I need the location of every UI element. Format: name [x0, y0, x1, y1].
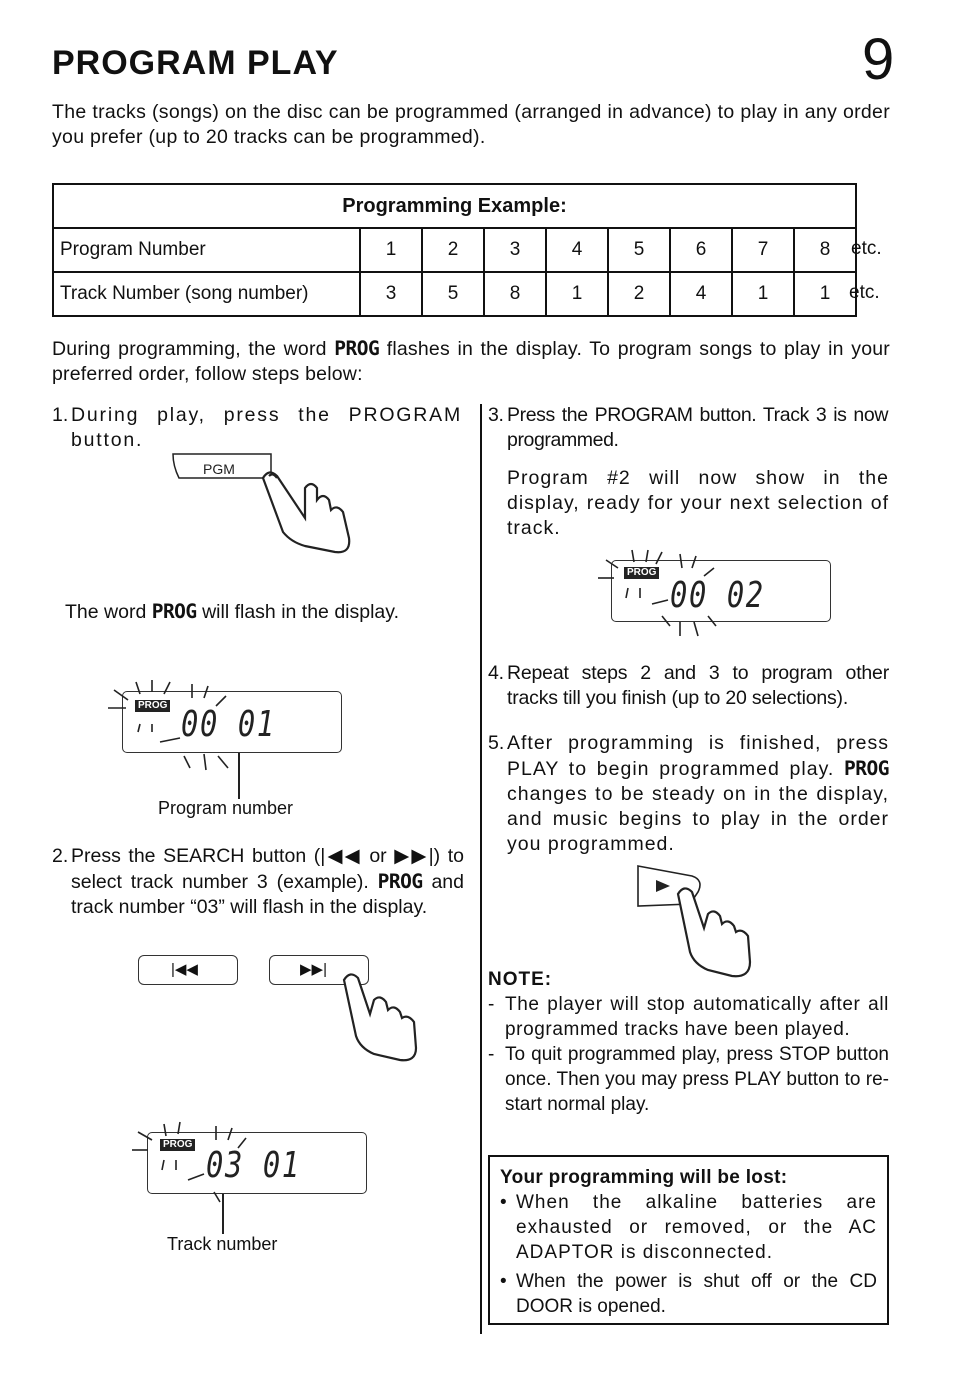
step-text: [488, 731, 889, 857]
page-number: 9: [862, 27, 895, 92]
table-row: [53, 272, 856, 316]
step-number: 1.: [52, 404, 69, 426]
program-number-caption: Program number: [158, 798, 294, 818]
note-item-text: To quit programmed play, press STOP button once. Then you may press PLAY button to re-start normal play.: [505, 1044, 889, 1115]
note-section: [488, 967, 889, 1117]
table-cell: 4: [546, 228, 608, 272]
hand-icon: [678, 888, 750, 976]
warning-item-text: When the alkaline batteries are exhausted or removed, or the AC ADAPTOR is disconnected.: [516, 1192, 877, 1263]
pgm-label: PGM: [203, 461, 235, 477]
row-label-program-number: Program Number: [53, 228, 360, 272]
warning-box: [488, 1155, 889, 1325]
text-span: and track number “03” will flash in the display.: [71, 871, 464, 918]
table-cell: 3: [484, 228, 546, 272]
text-span: Press the SEARCH button (: [71, 845, 321, 867]
list-item: [500, 1190, 877, 1265]
prog-word: PROG: [844, 757, 889, 780]
lcd-digits: 00 01: [181, 704, 276, 745]
text-span: The word: [65, 601, 152, 623]
bullet-icon: •: [500, 1271, 507, 1292]
pointer-line: [222, 1194, 224, 1234]
table-cell: 1: [732, 272, 794, 316]
warning-item-text: When the power is shut off or the CD DOOR is opened.: [516, 1271, 877, 1317]
step-text: During play, press the PROGRAM button.: [71, 404, 462, 451]
text-span: will flash in the display.: [196, 601, 399, 623]
step-1-flash-note: [65, 599, 475, 625]
table-cell: 1: [794, 272, 856, 316]
prog-word: PROG: [151, 600, 197, 623]
list-item: [488, 992, 889, 1042]
row-label-track-number: Track Number (song number): [53, 272, 360, 316]
step-number: 5.: [488, 732, 505, 754]
track-number-caption: Track number: [167, 1234, 278, 1254]
during-paragraph: [52, 336, 890, 387]
table-cell: 5: [422, 272, 484, 316]
pointer-line: [238, 753, 240, 799]
step-3: [488, 403, 888, 453]
table-cell: 2: [608, 272, 670, 316]
step-number: 3.: [488, 404, 504, 426]
dash-bullet: -: [488, 1044, 495, 1065]
play-button-illustration: [632, 862, 760, 984]
table-heading: Programming Example:: [53, 184, 856, 228]
text-span: After programming is finished, press PLAY to begin programmed play.: [507, 732, 889, 780]
table-cell: 7: [732, 228, 794, 272]
lcd-digits: 03 01: [206, 1145, 301, 1186]
flash-rays-icon: [124, 1116, 274, 1206]
prog-indicator: PROG: [624, 567, 659, 579]
step-3-detail: Program #2 will now show in the display, ready for your next selection of track.: [507, 467, 889, 539]
prog-word: PROG: [334, 337, 380, 360]
etc-label: etc.: [849, 282, 880, 303]
lcd-digits: 00 02: [670, 575, 765, 616]
step-text: Repeat steps 2 and 3 to program other tracks till you finish (up to 20 selections).: [507, 662, 889, 709]
table-cell: 2: [422, 228, 484, 272]
search-back-button: [138, 955, 238, 985]
skip-back-icon: |◀◀: [171, 961, 198, 978]
list-item: [488, 1042, 889, 1117]
table-cell: 4: [670, 272, 732, 316]
page-title: PROGRAM PLAY: [52, 44, 339, 82]
hand-icon: [330, 966, 430, 1064]
skip-forward-icon: ▶▶|: [394, 845, 434, 867]
flash-rays-icon: [592, 544, 742, 640]
note-title: NOTE:: [488, 969, 553, 990]
skip-back-icon: |◀◀: [320, 845, 362, 867]
table-cell: 3: [360, 272, 422, 316]
bullet-icon: •: [500, 1192, 508, 1213]
note-item-text: The player will stop automatically after all programmed tracks have been played.: [505, 994, 889, 1040]
table-cell: 1: [546, 272, 608, 316]
column-divider: [480, 404, 482, 1334]
table-cell: 1: [360, 228, 422, 272]
intro-paragraph: The tracks (songs) on the disc can be programmed (arranged in advance) to play in any order you prefer (up to 20 tracks can be programmed).: [52, 101, 890, 148]
programming-example-table: [52, 183, 857, 317]
step-1: [52, 403, 462, 453]
prog-indicator: PROG: [160, 1139, 195, 1151]
skip-forward-icon: ▶▶|: [300, 961, 327, 978]
prog-word: PROG: [377, 870, 423, 893]
step-5: [488, 731, 889, 857]
prog-indicator: PROG: [135, 700, 170, 712]
step-number: 2.: [52, 845, 69, 867]
step-2: [52, 844, 464, 920]
hand-icon: [263, 472, 349, 552]
step-text: [52, 844, 464, 920]
etc-label: etc.: [851, 238, 882, 259]
flash-rays-icon: [100, 674, 250, 784]
step-number: 4.: [488, 662, 504, 684]
table-cell: 5: [608, 228, 670, 272]
text-span: or: [361, 845, 395, 867]
step-4: [488, 661, 889, 711]
table-row: [53, 228, 856, 272]
warning-heading: Your programming will be lost:: [500, 1167, 788, 1188]
text-span: changes to be steady on in the display, and music begins to play in the order you programmed.: [507, 783, 889, 855]
text-span: flashes in the display. To program songs to play in your preferred order, follow steps below:: [52, 338, 890, 385]
list-item: [500, 1269, 877, 1319]
table-cell: 6: [670, 228, 732, 272]
table-cell: 8: [794, 228, 856, 272]
table-cell: 8: [484, 272, 546, 316]
pgm-button-illustration: [165, 448, 365, 556]
dash-bullet: -: [488, 994, 495, 1015]
step-text: Press the PROGRAM button. Track 3 is now programmed.: [507, 404, 888, 451]
text-span: ) to select track number 3 (example).: [71, 845, 464, 893]
text-span: During programming, the word: [52, 338, 335, 360]
